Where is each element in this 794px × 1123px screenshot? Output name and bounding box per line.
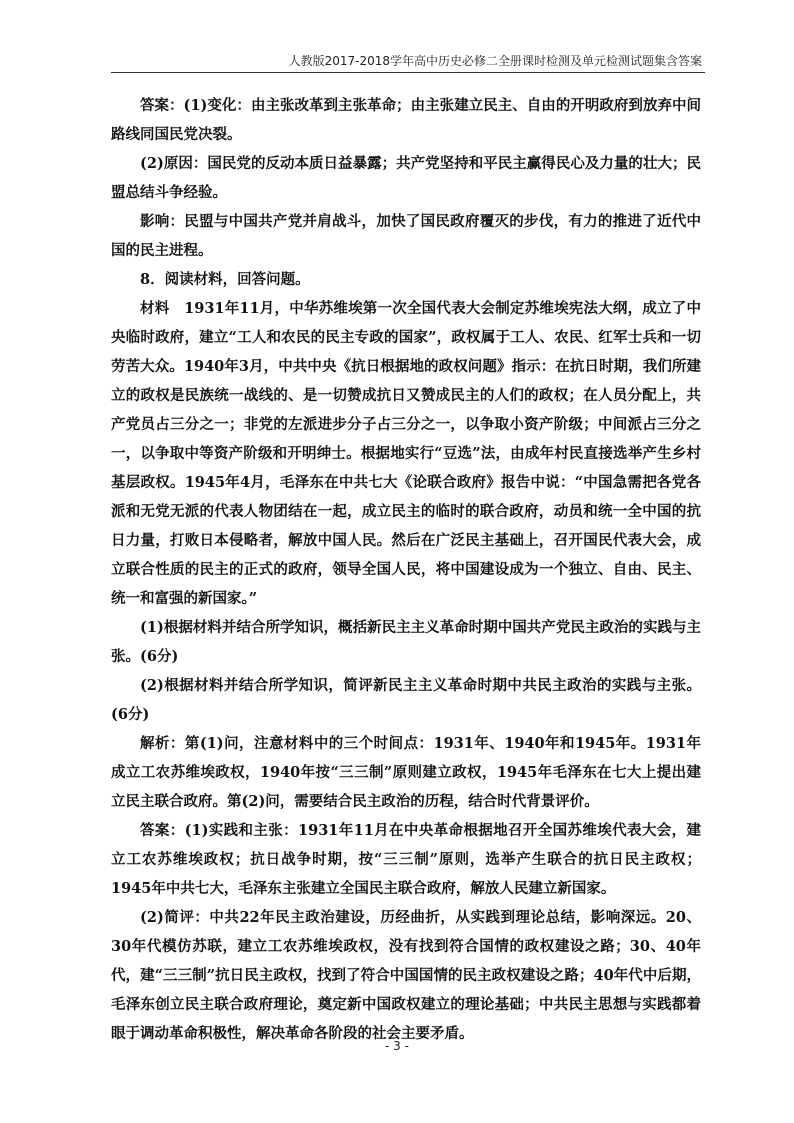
question-8-sub1: (1)根据材料并结合所学知识，概括新民主主义革命时期中国共产党民主政治的实践与主张。(6分): [111, 619, 701, 665]
question-8-material: 材料 1931年11月，中华苏维埃第一次全国代表大会制定苏维埃宪法大纲，成立了中央临时政府，建立“工人和农民的民主专政的国家”，政权属于工人、农民、红军士兵和一切劳苦大众。1940年3月，中共中央《抗日根据地的政权问题》指示：在抗日时期，我们所建立的政权是民族统一战线的、是一切赞成抗日又赞成民主的人们的政权；在人员分配上，共产党员占三分之一；非党的左派进步分子占三分之一，以争取小资产阶级；中间派占三分之一，以争取中等资产阶级和开明绅士。根据地实行“豆选”法，由成年村民直接选举产生乡村基层政权。1945年4月，毛泽东在中共七大《论联合政府》报告中说：“中国急需把各党各派和无党无派的代表人物团结在一起，成立民主的临时的联合政府，动员和统一全中国的抗日力量，打败日本侵略者，解放中国人民。然后在广泛民主基础上，召开国民代表大会，成立联合性质的民主的正式的政府，领导全国人民，将中国建设成为一个独立、自由、民主、统一和富强的新国家。”: [111, 300, 701, 607]
header-divider: [111, 72, 705, 73]
page-header-title: 人教版2017-2018学年高中历史必修二全册课时检测及单元检测试题集含答案: [288, 54, 702, 68]
question-8-answer2: (2)简评：中共22年民主政治建设，历经曲折，从实践到理论总结，影响深远。20、30年代模仿苏联，建立工农苏维埃政权，没有找到符合国情的政权建设之路；30、40年代，建“三三制”抗日民主政权，找到了符合中国国情的民主政权建设之路；40年代中后期，毛泽东创立民主联合政府理论，奠定新中国政权建立的理论基础；中共民主思想与实践都着眼于调动革命积极性，解决革命各阶段的社会主要矛盾。: [111, 909, 701, 1042]
answer-7-part1: 答案：(1)变化：由主张改革到主张革命；由主张建立民主、自由的开明政府到放弃中间路线同国民党决裂。: [111, 97, 701, 143]
page-content: [111, 91, 701, 1048]
page-number: - 3 -: [385, 1039, 409, 1053]
question-8-title: 8．阅读材料，回答问题。: [140, 271, 310, 288]
answer-7-impact: 影响：民盟与中国共产党并肩战斗，加快了国民政府覆灭的步伐，有力的推进了近代中国的民主进程。: [111, 213, 701, 259]
question-8-analysis: 解析：第(1)问，注意材料中的三个时间点：1931年、1940年和1945年。1931年成立工农苏维埃政权，1940年按“三三制”原则建立政权，1945年毛泽东在七大上提出建立民主联合政府。第(2)问，需要结合民主政治的历程，结合时代背景评价。: [111, 735, 701, 810]
answer-7-part2: (2)原因：国民党的反动本质日益暴露；共产党坚持和平民主赢得民心及力量的壮大；民盟总结斗争经验。: [111, 155, 701, 201]
question-8-sub2: (2)根据材料并结合所学知识，简评新民主主义革命时期中共民主政治的实践与主张。(6分): [111, 677, 701, 723]
question-8-answer1: 答案：(1)实践和主张：1931年11月在中央革命根据地召开全国苏维埃代表大会，建立工农苏维埃政权；抗日战争时期，按“三三制”原则，选举产生联合的抗日民主政权；1945年中共七大，毛泽东主张建立全国民主联合政府，解放人民建立新国家。: [111, 822, 701, 897]
